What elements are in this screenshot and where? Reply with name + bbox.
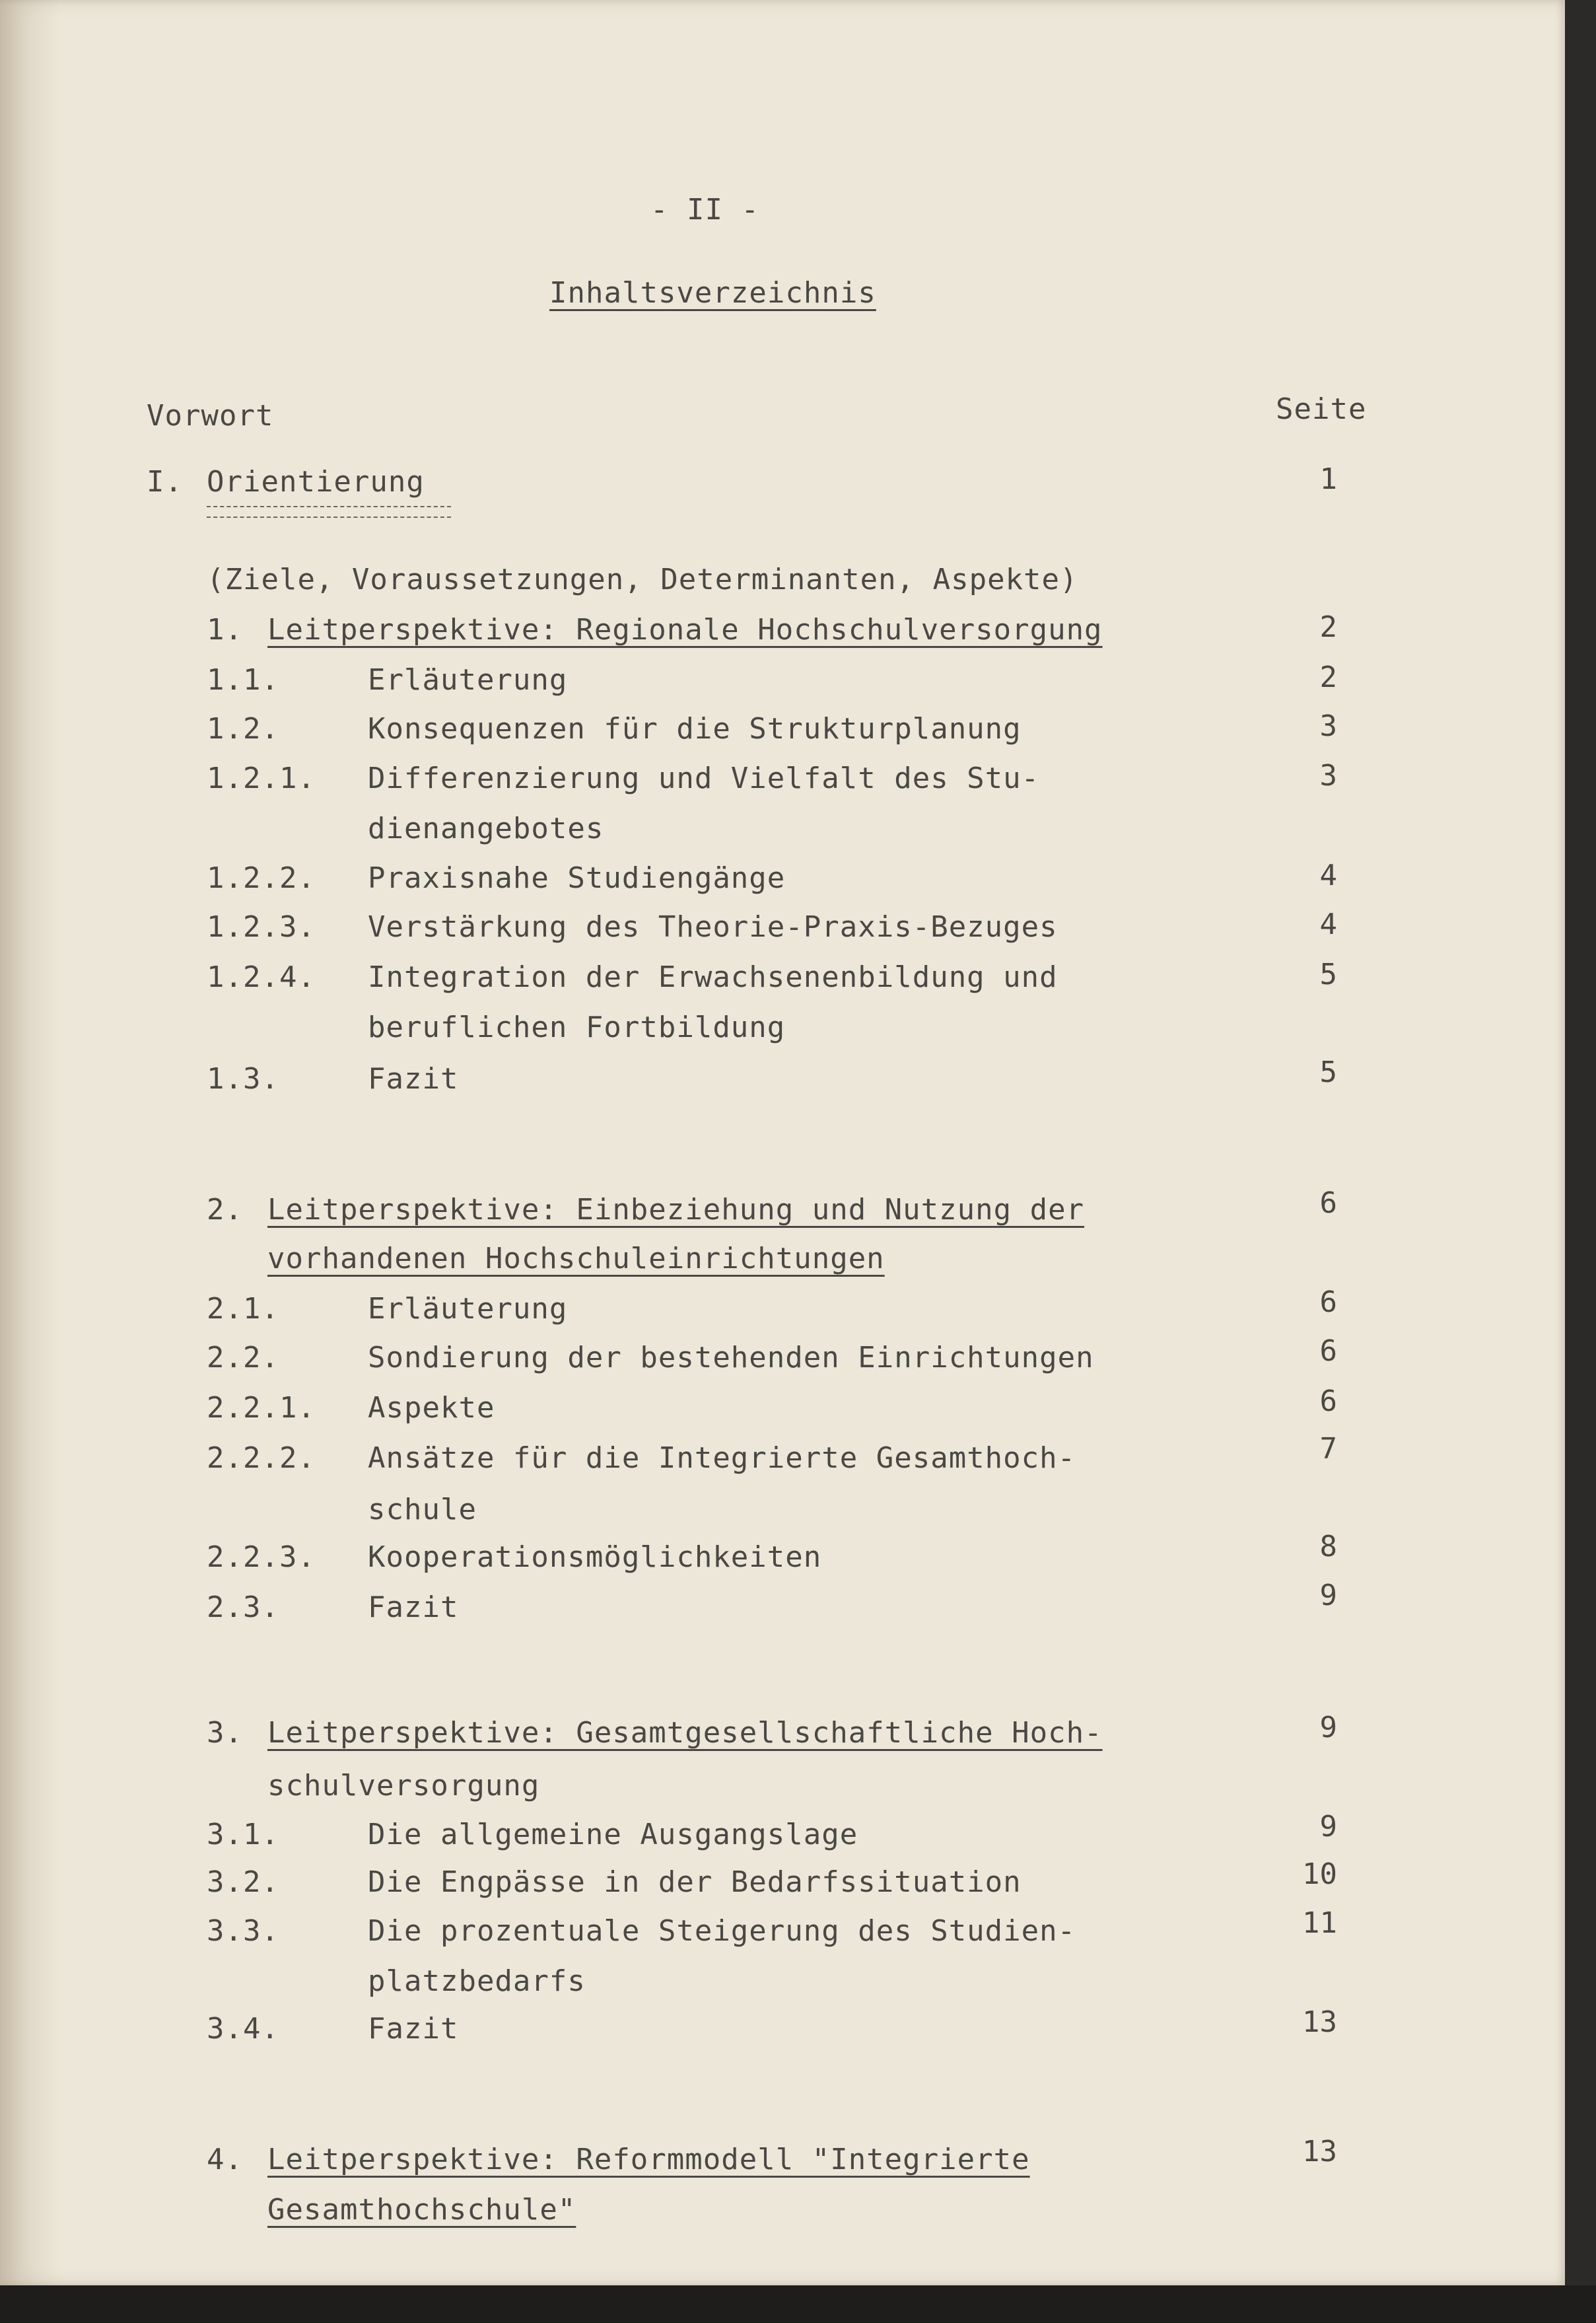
toc-entry-title: Fazit [368, 1062, 459, 1096]
toc-entry-page: 10 [1302, 1857, 1337, 1891]
toc-entry-title: Leitperspektive: Einbeziehung und Nutzung der [267, 1193, 1085, 1227]
toc-entry-page: 11 [1302, 1906, 1337, 1940]
toc-entry-page: 2 [1319, 661, 1337, 694]
toc-entry-continuation: schule [368, 1493, 477, 1526]
toc-entry-title: Die Engpässe in der Bedarfssituation [368, 1865, 1022, 1899]
toc-entry-page: 2 [1319, 610, 1337, 644]
page-number: - II - [650, 193, 759, 227]
toc-entry-number: 1. [207, 613, 243, 647]
toc-entry-page: 6 [1319, 1334, 1337, 1368]
toc-entry-number: 3.2. [207, 1865, 279, 1899]
toc-entry-title: Ansätze für die Integrierte Gesamthoch- [368, 1441, 1076, 1475]
toc-entry-title: Konsequenzen für die Strukturplanung [368, 712, 1022, 746]
toc-entry-title: Verstärkung des Theorie-Praxis-Bezuges [368, 910, 1058, 944]
toc-entry-page: 6 [1319, 1285, 1337, 1319]
toc-entry-page: 3 [1319, 759, 1337, 793]
toc-entry-title: Erläuterung [368, 663, 568, 697]
toc-entry-page: 13 [1302, 2005, 1337, 2039]
toc-entry-page: 9 [1319, 1810, 1337, 1843]
toc-entry-page: 3 [1319, 709, 1337, 743]
toc-entry-title: Fazit [368, 2012, 459, 2046]
toc-entry-number: 2.1. [207, 1292, 279, 1326]
toc-entry-title: Die prozentuale Steigerung des Studien- [368, 1914, 1076, 1948]
toc-entry-title: Leitperspektive: Gesamtgesellschaftliche Hoch- [267, 1716, 1103, 1750]
toc-entry-title: Erläuterung [368, 1292, 568, 1326]
toc-entry-title: Fazit [368, 1590, 459, 1624]
toc-entry-number: 2.2.1. [207, 1391, 316, 1425]
chapter-title: Orientierung [207, 465, 425, 499]
toc-entry-title: Praxisnahe Studiengänge [368, 861, 786, 895]
toc-entry-continuation: dienangebotes [368, 812, 604, 845]
toc-entry-number: 1.2.4. [207, 960, 316, 994]
toc-entry-number: 1.2.2. [207, 861, 316, 895]
page-title: Inhaltsverzeichnis [549, 276, 876, 310]
toc-entry-page: 8 [1319, 1530, 1337, 1563]
toc-entry-page: 6 [1319, 1186, 1337, 1220]
toc-entry-number: 1.2.1. [207, 762, 316, 795]
toc-entry-title: Aspekte [368, 1391, 495, 1425]
toc-entry-page: 5 [1319, 1055, 1337, 1089]
toc-entry-continuation: beruflichen Fortbildung [368, 1011, 786, 1044]
toc-entry-continuation: Gesamthochschule" [267, 2193, 576, 2227]
toc-entry-title: Leitperspektive: Regionale Hochschulversorgung [267, 613, 1103, 647]
toc-entry-continuation: platzbedarfs [368, 1964, 586, 1998]
toc-entry-page: 5 [1319, 958, 1337, 991]
toc-entry-page: 9 [1319, 1579, 1337, 1612]
header-left: Vorwort [147, 399, 274, 433]
header-right: Seite [1276, 392, 1367, 426]
toc-entry-number: 3. [207, 1716, 243, 1750]
chapter-page: 1 [1319, 462, 1337, 496]
toc-entry-page: 7 [1319, 1432, 1337, 1466]
toc-entry-page: 6 [1319, 1384, 1337, 1418]
toc-entry-number: 2.2.2. [207, 1441, 316, 1475]
chapter-number: I. [147, 465, 183, 499]
toc-entry-number: 2. [207, 1193, 243, 1227]
toc-entry-number: 1.3. [207, 1062, 279, 1096]
chapter-subtitle: (Ziele, Voraussetzungen, Determinanten, Aspekte) [207, 563, 1078, 596]
toc-entry-continuation: schulversorgung [267, 1769, 540, 1803]
toc-entry-number: 1.1. [207, 663, 279, 697]
toc-entry-title: Sondierung der bestehenden Einrichtungen [368, 1341, 1094, 1375]
toc-entry-title: Leitperspektive: Reformmodell "Integrierte [267, 2143, 1030, 2176]
toc-entry-page: 13 [1302, 2135, 1337, 2168]
toc-entry-number: 3.4. [207, 2012, 279, 2046]
toc-entry-number: 2.2. [207, 1341, 279, 1375]
toc-entry-number: 2.3. [207, 1590, 279, 1624]
toc-entry-title: Integration der Erwachsenenbildung und [368, 960, 1058, 994]
toc-entry-page: 4 [1319, 908, 1337, 941]
toc-entry-number: 3.3. [207, 1914, 279, 1948]
toc-entry-title: Differenzierung und Vielfalt des Stu- [368, 762, 1040, 795]
toc-entry-number: 1.2.3. [207, 910, 316, 944]
toc-entry-continuation: vorhandenen Hochschuleinrichtungen [267, 1242, 885, 1275]
toc-entry-number: 1.2. [207, 712, 279, 746]
toc-entry-page: 4 [1319, 859, 1337, 892]
toc-entry-number: 2.2.3. [207, 1540, 316, 1574]
toc-entry-number: 3.1. [207, 1818, 279, 1851]
toc-entry-title: Die allgemeine Ausgangslage [368, 1818, 858, 1851]
scan-background [0, 2285, 1596, 2323]
double-underline [207, 506, 451, 518]
toc-entry-title: Kooperationsmöglichkeiten [368, 1540, 822, 1574]
toc-entry-number: 4. [207, 2143, 243, 2176]
toc-entry-page: 9 [1319, 1711, 1337, 1744]
